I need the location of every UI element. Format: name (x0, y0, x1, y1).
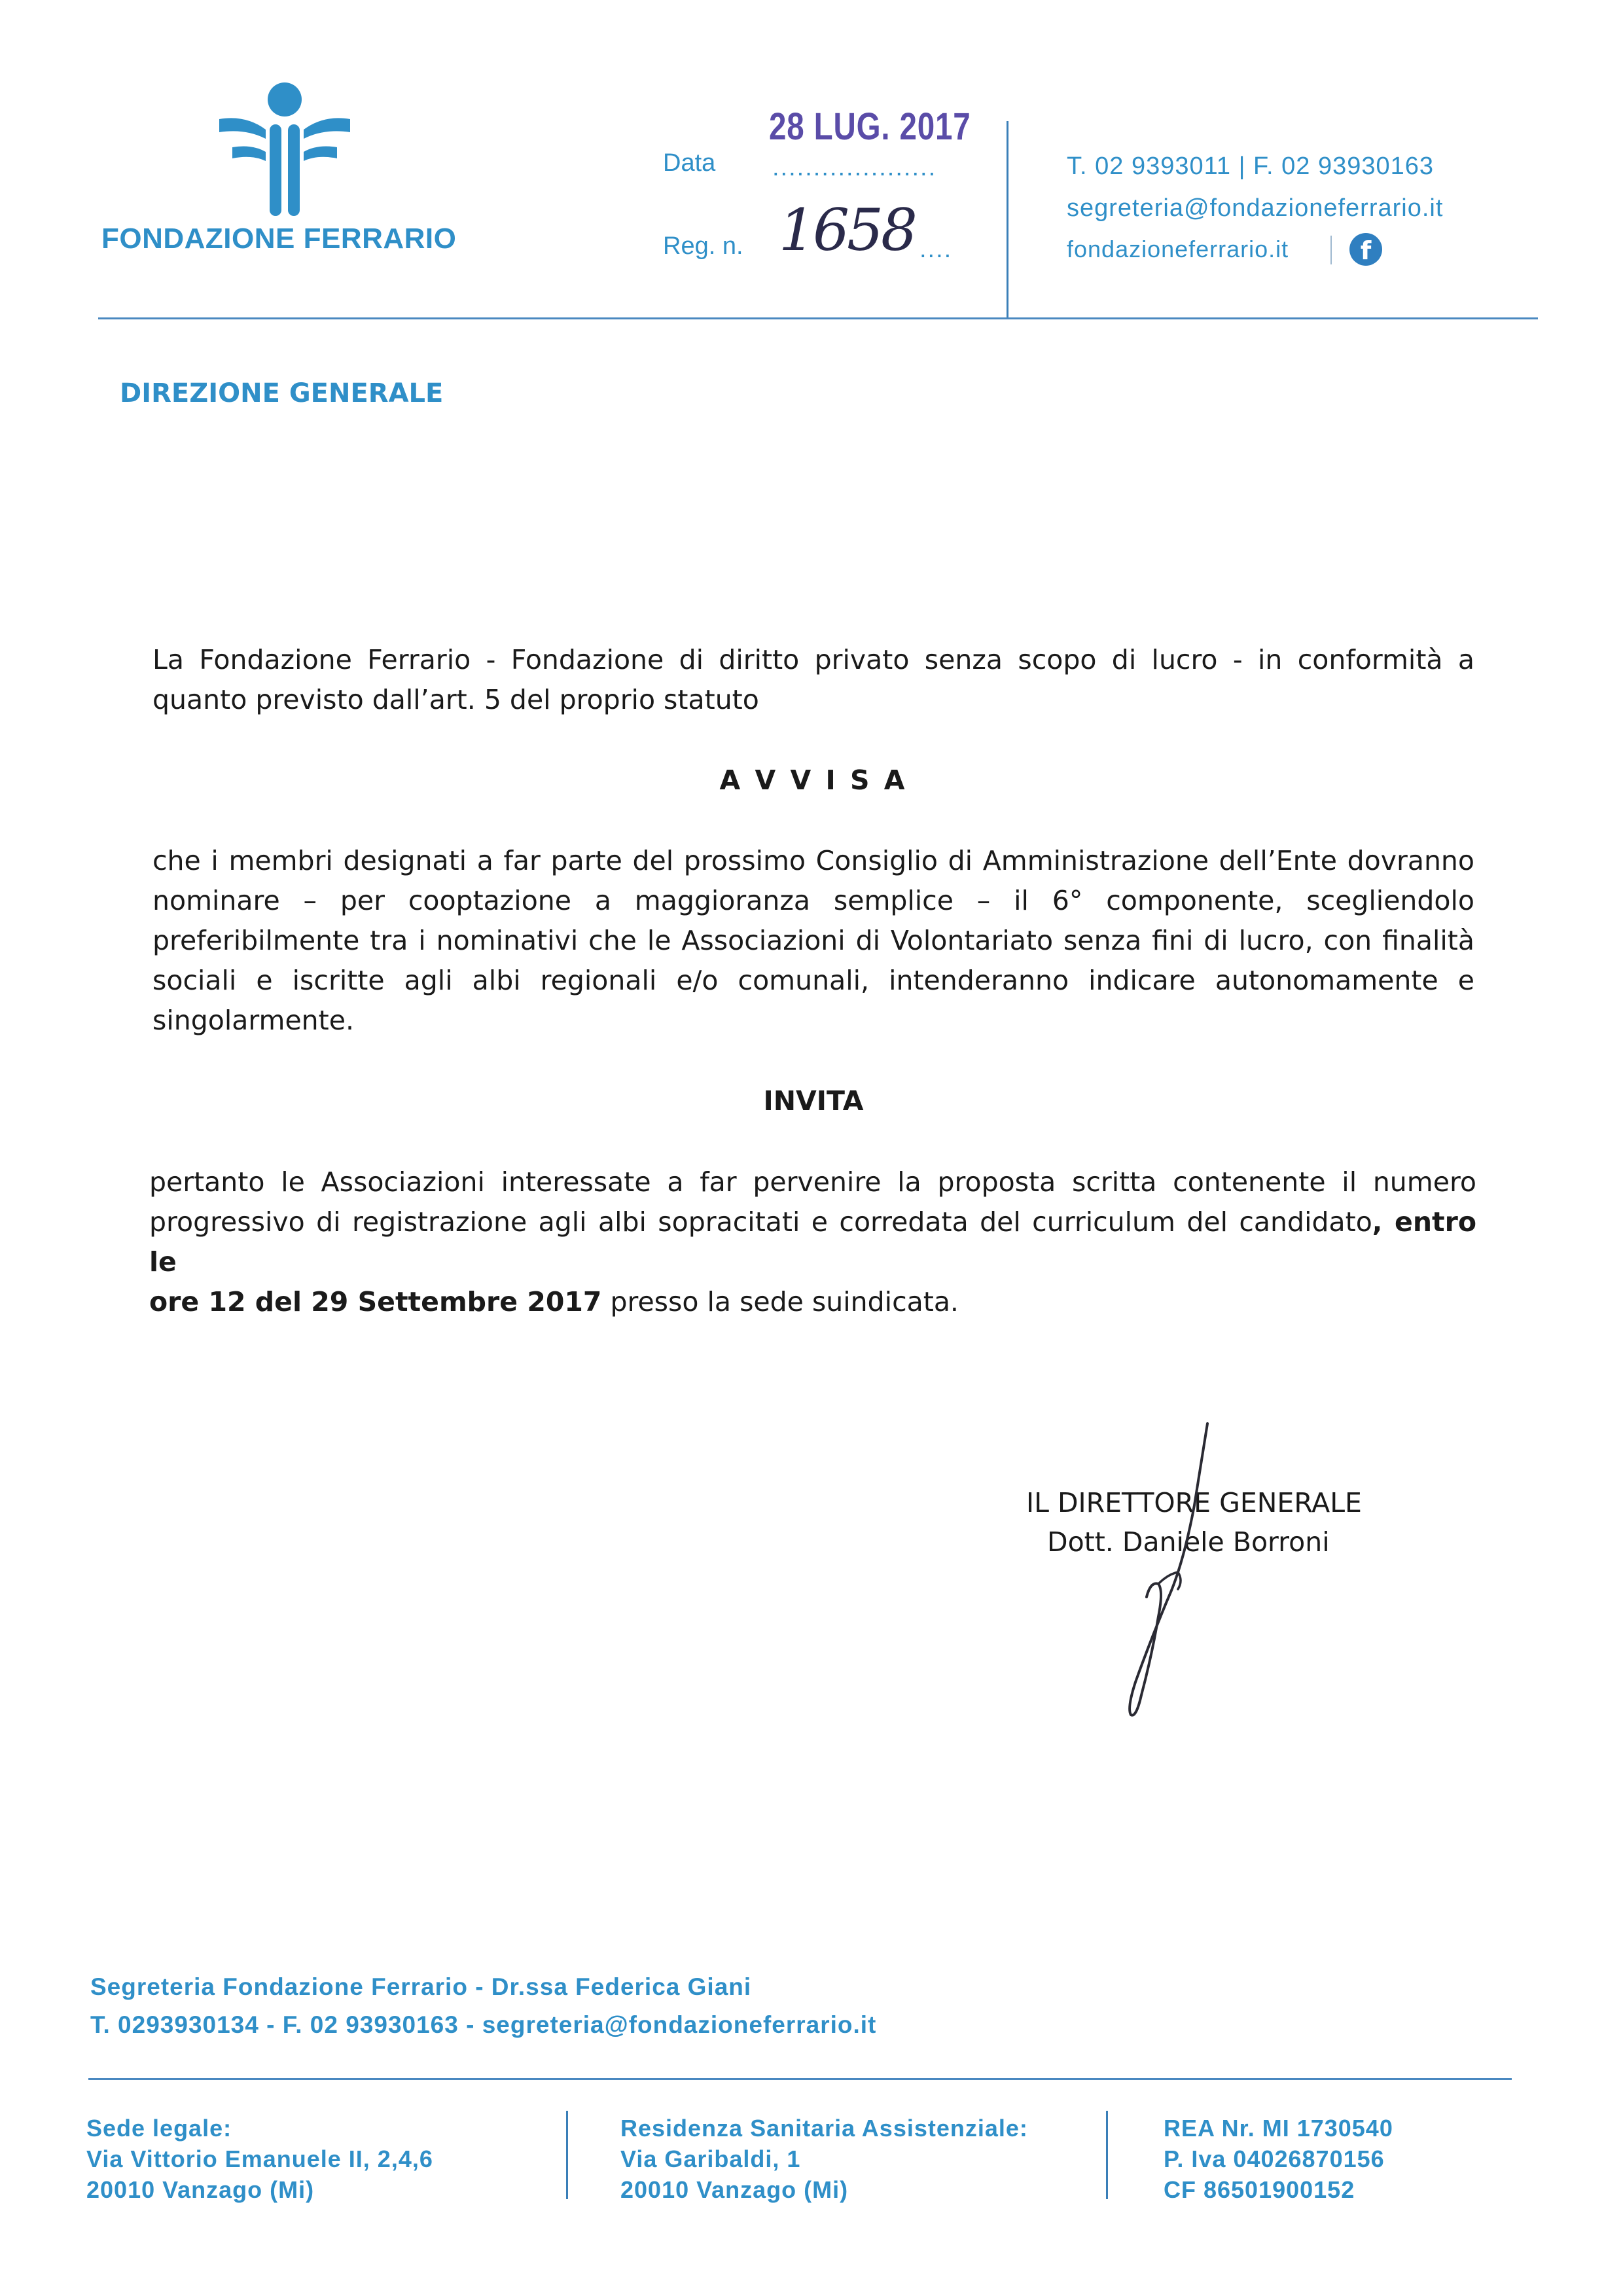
date-stamp: 28 LUG. 2017 (769, 105, 971, 148)
data-label: Data (663, 149, 716, 177)
legal-city: 20010 Vanzago (Mi) (86, 2176, 315, 2203)
intro-paragraph (152, 640, 1474, 720)
rea-number: REA Nr. MI 1730540 (1164, 2115, 1393, 2142)
avvisa-line-4: sociali e iscritte agli albi regionali e/o comunali, intenderanno indicare autonomamente e (152, 965, 1474, 996)
avvisa-line-5: singolarmente. (152, 1005, 354, 1036)
footer-rule (88, 2078, 1512, 2080)
rsa-address: Via Garibaldi, 1 (620, 2145, 801, 2172)
footer-divider-2 (1106, 2111, 1108, 2199)
avvisa-heading: A V V I S A (719, 764, 908, 796)
footer-col-rsa (620, 2113, 1028, 2205)
facebook-icon[interactable]: f (1349, 233, 1382, 266)
invita-line-3-text: presso la sede suindicata. (601, 1286, 959, 1318)
footer-divider-1 (566, 2111, 568, 2199)
header-divider (1007, 121, 1008, 317)
avvisa-line-3: preferibilmente tra i nominativi che le Associazioni di Volontariato senza fini di lucro, con finalità (152, 925, 1474, 956)
facebook-separator (1330, 236, 1332, 264)
reg-number: 1658 (779, 196, 915, 264)
reg-dots: .... (919, 236, 953, 263)
invita-deadline: ore 12 del 29 Settembre 2017 (149, 1286, 602, 1318)
avvisa-line-2: nominare – per cooptazione a maggioranza semplice – il 6° componente, scegliendolo (152, 885, 1474, 916)
footer-col-legal (86, 2113, 433, 2205)
footer-col-fiscal (1164, 2113, 1393, 2205)
fiscal-code: CF 86501900152 (1164, 2176, 1355, 2203)
footer-secretary: Segreteria Fondazione Ferrario - Dr.ssa Federica Giani (90, 1973, 752, 2000)
legal-address: Via Vittorio Emanuele II, 2,4,6 (86, 2145, 433, 2172)
reg-label: Reg. n. (663, 232, 743, 260)
header-rule (98, 317, 1538, 319)
footer-secretary-contact: T. 0293930134 - F. 02 93930163 - segreteria@fondazioneferrario.it (90, 2011, 877, 2038)
logo-icon (216, 79, 353, 219)
section-title: DIREZIONE GENERALE (120, 378, 444, 408)
phone-fax: T. 02 9393011 | F. 02 93930163 (1067, 152, 1435, 180)
data-dots: .................... (772, 154, 937, 181)
avvisa-line-1: che i membri designati a far parte del prossimo Consiglio di Amministrazione dell’Ente dovranno (152, 845, 1474, 876)
website-link[interactable]: fondazioneferrario.it (1067, 236, 1289, 262)
legal-title: Sede legale: (86, 2115, 232, 2142)
org-name: FONDAZIONE FERRARIO (101, 223, 457, 255)
avvisa-paragraph (152, 841, 1474, 1041)
invita-line-2 (149, 1202, 1476, 1282)
handwritten-signature (1073, 1420, 1217, 1721)
rsa-title: Residenza Sanitaria Assistenziale: (620, 2115, 1028, 2142)
invita-deadline-start: , entro le (149, 1206, 1476, 1278)
invita-heading: INVITA (763, 1085, 864, 1117)
rsa-city: 20010 Vanzago (Mi) (620, 2176, 849, 2203)
invita-paragraph (149, 1162, 1476, 1322)
invita-line-3 (149, 1282, 1476, 1322)
vat-number: P. Iva 04026870156 (1164, 2145, 1385, 2172)
signature-name: Dott. Daniele Borroni (1047, 1526, 1330, 1558)
intro-line-1: La Fondazione Ferrario - Fondazione di diritto privato senza scopo di lucro - in conformità a (152, 644, 1474, 675)
invita-line-2-text: progressivo di registrazione agli albi sopracitati e corredata del curriculum del candidato (149, 1206, 1372, 1238)
intro-line-2: quanto previsto dall’art. 5 del proprio statuto (152, 684, 759, 715)
invita-line-1: pertanto le Associazioni interessate a far pervenire la proposta scritta contenente il numero (149, 1166, 1476, 1198)
email-link[interactable]: segreteria@fondazioneferrario.it (1067, 194, 1444, 222)
signature-role: IL DIRETTORE GENERALE (1026, 1487, 1362, 1518)
